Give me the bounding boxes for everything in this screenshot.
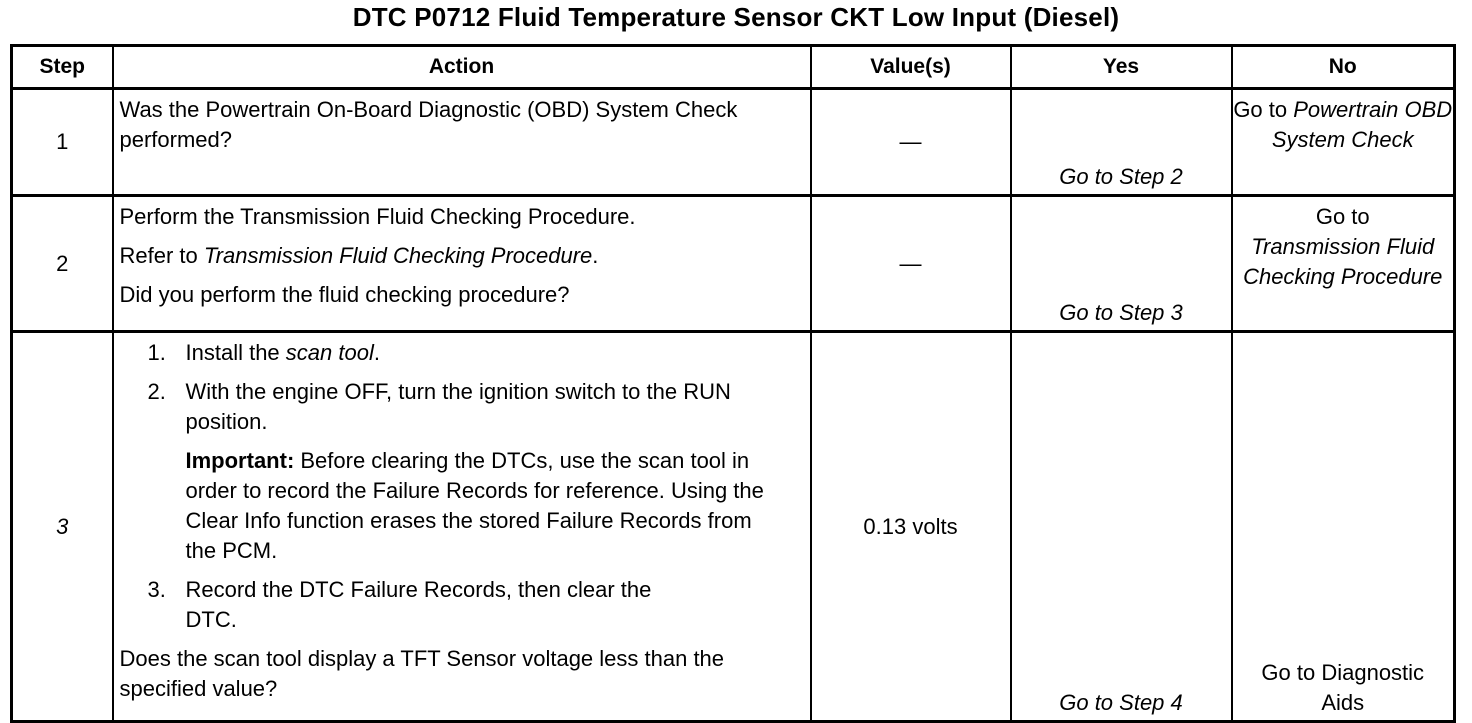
header-step: Step — [12, 46, 113, 89]
action-cell — [113, 89, 811, 196]
value-cell: 0.13 volts — [811, 332, 1011, 722]
no-cell — [1232, 89, 1455, 196]
important-note: Important: Before clearing the DTCs, use the scan tool in order to record the Failure Records for reference. Using the Clear Info function erases the stored Failure Records from the PCM. — [185, 448, 764, 563]
action-text: Was the Powertrain On-Board Diagnostic (OBD) System Check performed? — [119, 97, 738, 152]
no-reference: Powertrain OBD System Check — [1271, 97, 1453, 152]
yes-cell: Go to Step 4 — [1011, 332, 1232, 722]
action-line: Perform the Transmission Fluid Checking Procedure. — [119, 204, 636, 229]
step-number: 2 — [12, 196, 113, 332]
no-cell — [1232, 196, 1455, 332]
procedure-reference: Transmission Fluid Checking Procedure — [203, 243, 593, 268]
step-number: 3 — [12, 332, 113, 722]
action-cell — [113, 196, 811, 332]
no-prefix: Go to — [1233, 97, 1294, 122]
page-title: DTC P0712 Fluid Temperature Sensor CKT Low Input (Diesel) — [352, 2, 1120, 32]
table-row — [12, 332, 1455, 722]
value-cell: — — [811, 89, 1011, 196]
header-action: Action — [113, 46, 811, 89]
yes-cell: Go to Step 2 — [1011, 89, 1232, 196]
value-cell: — — [811, 196, 1011, 332]
action-question: Does the scan tool display a TFT Sensor voltage less than the specified value? — [119, 646, 725, 701]
yes-cell: Go to Step 3 — [1011, 196, 1232, 332]
header-no: No — [1232, 46, 1455, 89]
procedure-list — [120, 338, 804, 437]
action-question: Did you perform the fluid checking procedure? — [119, 282, 570, 307]
no-prefix: Go to — [1315, 204, 1370, 229]
list-item: 2. With the engine OFF, turn the ignition switch to the RUN position. — [147, 379, 731, 434]
list-item: 3. Record the DTC Failure Records, then clear the DTC. — [147, 577, 652, 632]
no-cell: Go to Diagnostic Aids — [1232, 332, 1455, 722]
header-values: Value(s) — [811, 46, 1011, 89]
table-row — [12, 89, 1455, 196]
diagnostic-table — [10, 44, 1456, 723]
procedure-list — [120, 575, 804, 635]
important-label: Important: — [185, 448, 295, 473]
header-yes: Yes — [1011, 46, 1232, 89]
list-item: 1. Install the scan tool. — [147, 340, 380, 365]
header-row — [12, 46, 1455, 89]
action-line: Refer to Transmission Fluid Checking Procedure. — [119, 243, 599, 268]
step-number: 1 — [12, 89, 113, 196]
no-reference: Transmission Fluid Checking Procedure — [1243, 234, 1443, 289]
action-cell — [113, 332, 811, 722]
table-row — [12, 196, 1455, 332]
scan-tool-reference: scan tool — [285, 340, 374, 365]
